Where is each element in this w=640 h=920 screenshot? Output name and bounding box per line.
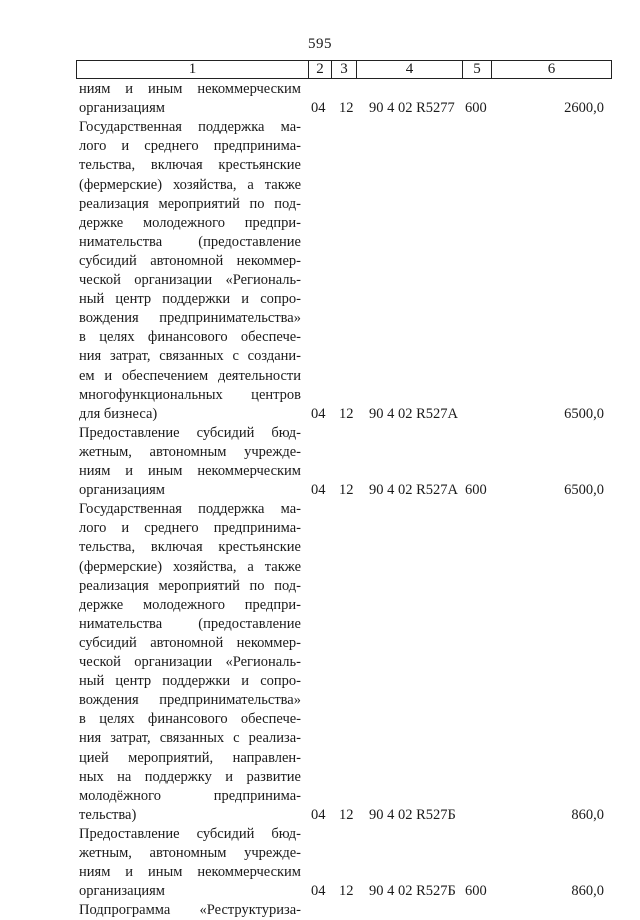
row-description-line: тельства)	[79, 806, 137, 823]
column-header-2: 2	[309, 61, 332, 78]
subsection-code: 12	[339, 883, 354, 900]
column-header-5: 5	[463, 61, 492, 78]
row-description-line: ный центр поддержки и сопро-	[79, 673, 301, 690]
row-description-line: Предоставление субсидий бюд-	[79, 424, 301, 441]
row-codes	[0, 806, 640, 825]
row-description-line: ческой организации «Региональ-	[79, 272, 301, 288]
subsection-code: 12	[339, 405, 354, 422]
row-description-line: в целях финансового обеспече-	[79, 711, 301, 728]
row-codes	[0, 481, 640, 500]
row-description-line: в целях финансового обеспече-	[79, 329, 301, 346]
section-code: 04	[311, 405, 326, 422]
row-description-line: организациям	[79, 100, 165, 117]
expense-type-code: 600	[465, 100, 487, 117]
expense-type-code: 600	[465, 883, 487, 900]
row-description-line: держке молодежного предпри-	[79, 596, 301, 613]
subsection-code: 12	[339, 806, 354, 823]
section-code: 04	[311, 883, 326, 900]
target-article-code: 90 4 02 R527Б	[369, 806, 456, 823]
row-description-line: ниям и иным некоммерческим	[79, 81, 301, 97]
row-description-line: Подпрограмма «Реструктуриза-	[79, 902, 301, 919]
section-code: 04	[311, 100, 326, 117]
row-description-line: ных на поддержку и развитие	[79, 768, 301, 785]
row-description-line: ниям и иным некоммерческим	[79, 463, 301, 479]
row-description-line: держке молодежного предпри-	[79, 214, 301, 231]
row-description-line: Государственная поддержка ма-	[79, 119, 301, 136]
row-description-line: тельства, включая крестьянские	[79, 539, 301, 556]
row-description-line: жетным, автономным учрежде-	[79, 443, 301, 460]
subsection-code: 12	[339, 482, 354, 499]
row-description-line: молодёжного предпринима-	[79, 787, 301, 804]
amount-value: 860,0	[571, 883, 604, 900]
row-description-line: ниям и иным некоммерческим	[79, 864, 301, 881]
row-description-line: ния затрат, связанных с создани-	[79, 348, 301, 365]
row-description-line: ем и обеспечением деятельности	[79, 367, 301, 384]
row-description-line: вождения предпринимательства»	[79, 310, 301, 327]
row-description-line: Государственная поддержка ма-	[79, 501, 301, 518]
column-header-6: 6	[547, 61, 556, 77]
subsection-code: 12	[339, 100, 354, 117]
table-body	[0, 80, 640, 919]
row-description-line: нимательства (предоставление	[79, 233, 301, 250]
row-description-line: субсидий автономной некоммер-	[79, 252, 301, 269]
page-number: 595	[308, 36, 332, 52]
row-description-line: для бизнеса)	[79, 405, 158, 422]
row-codes	[0, 99, 640, 118]
column-header-3: 3	[332, 61, 357, 78]
row-description-line: субсидий автономной некоммер-	[79, 634, 301, 651]
row-description-line: организациям	[79, 883, 165, 900]
amount-value: 6500,0	[564, 405, 604, 422]
target-article-code: 90 4 02 R527А	[369, 482, 459, 499]
target-article-code: 90 4 02 R5277	[369, 100, 455, 117]
amount-value: 2600,0	[564, 100, 604, 117]
row-description-line: реализация мероприятий по под-	[79, 195, 301, 212]
target-article-code: 90 4 02 R527Б	[369, 883, 456, 900]
row-description-line: цией мероприятий, направлен-	[79, 749, 301, 766]
row-description-line: Предоставление субсидий бюд-	[79, 825, 301, 842]
row-description-line: лого и среднего предпринима-	[79, 520, 301, 537]
amount-value: 860,0	[571, 806, 604, 823]
row-description-line: (фермерские) хозяйства, а также	[79, 558, 301, 575]
target-article-code: 90 4 02 R527А	[369, 405, 459, 422]
column-header-4: 4	[357, 61, 463, 78]
row-description-line: вождения предпринимательства»	[79, 692, 301, 709]
table-header-row	[76, 60, 612, 79]
row-description-line: многофункциональных центров	[79, 386, 301, 403]
row-description-line: нимательства (предоставление	[79, 615, 301, 632]
expense-type-code: 600	[465, 482, 487, 499]
row-description-line: жетным, автономным учрежде-	[79, 845, 301, 861]
row-description-line: организациям	[79, 482, 165, 499]
row-codes	[0, 901, 640, 920]
row-description-line: лого и среднего предпринима-	[79, 138, 301, 155]
section-code: 04	[311, 806, 326, 823]
row-codes	[0, 882, 640, 901]
section-code: 04	[311, 482, 326, 499]
row-codes	[0, 405, 640, 424]
row-description-line: ческой организации «Региональ-	[79, 654, 301, 670]
row-description-line: ния затрат, связанных с реализа-	[79, 730, 301, 747]
row-description-line: ный центр поддержки и сопро-	[79, 291, 301, 308]
row-description-line: реализация мероприятий по под-	[79, 577, 301, 594]
row-description-line: (фермерские) хозяйства, а также	[79, 176, 301, 193]
column-header-1: 1	[77, 61, 309, 78]
amount-value: 6500,0	[564, 482, 604, 499]
row-description-line: тельства, включая крестьянские	[79, 157, 301, 174]
